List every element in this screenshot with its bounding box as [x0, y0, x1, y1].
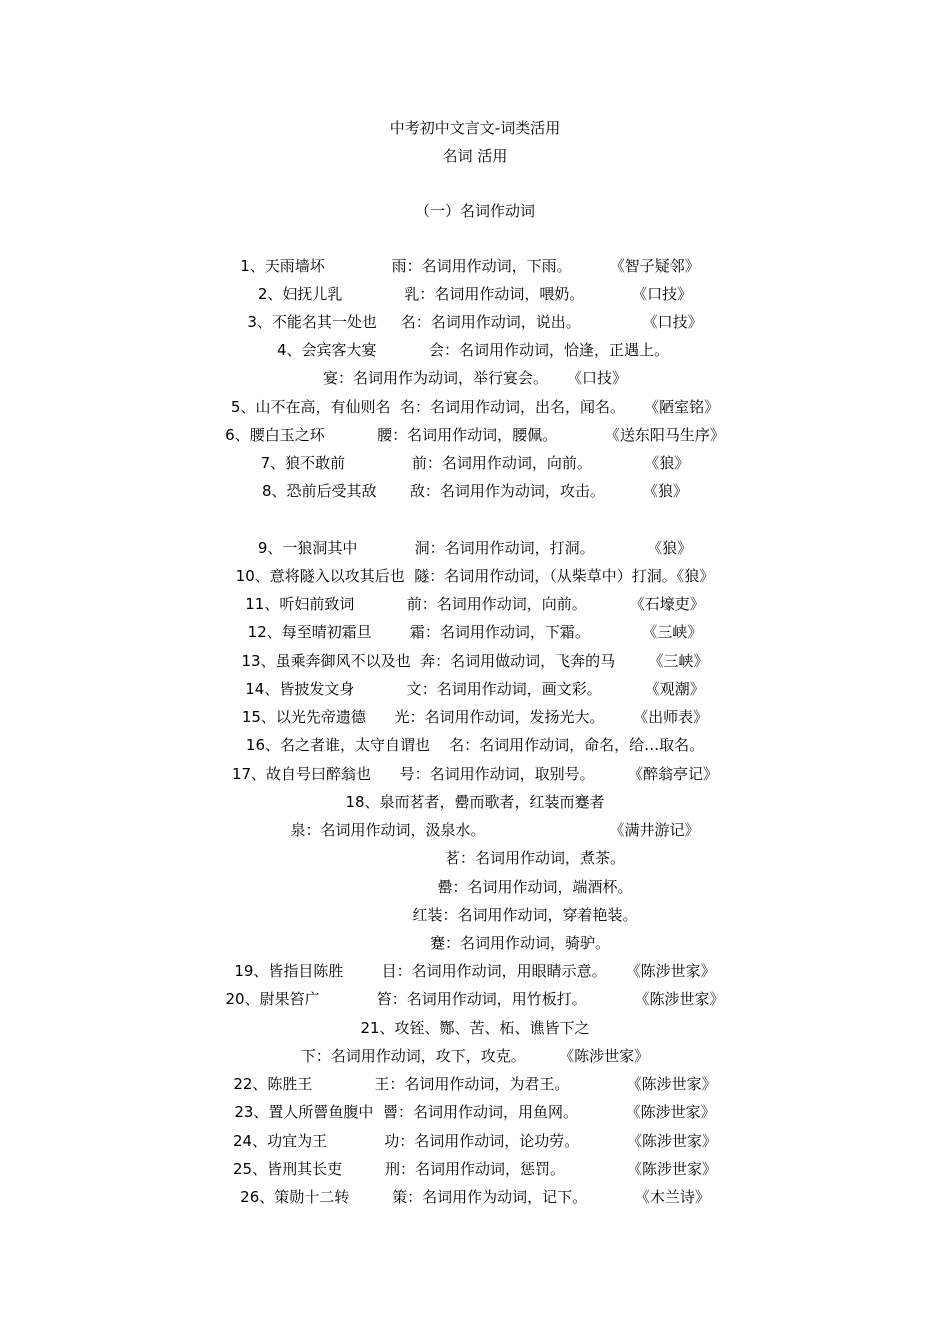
example-line: 4、会宾客大宴 会：名词用作动词，恰逢，正遇上。 — [277, 341, 669, 359]
example-line: 10、意将隧入以攻其后也 隧：名词用作动词，（从柴草中）打洞。《狼》 — [235, 567, 715, 585]
example-line: 下：名词用作动词，攻下，攻克。 《陈涉世家》 — [300, 1047, 650, 1065]
example-line: 茗：名词用作动词，煮茶。 — [444, 849, 625, 867]
example-line: 红装：名词用作动词，穿着艳装。 — [412, 906, 638, 924]
example-line: 16、名之者谁，太守自谓也 名：名词用作动词，命名，给…取名。 — [245, 736, 705, 754]
example-line: 15、以光先帝遗德 光：名词用作动词，发扬光大。 《出师表》 — [241, 708, 709, 726]
example-line: 26、策勋十二转 策：名词用作为动词，记下。 《木兰诗》 — [240, 1188, 710, 1206]
example-line: 24、功宜为王 功：名词用作动词，论功劳。 《陈涉世家》 — [233, 1132, 717, 1150]
example-line: 3、不能名其一处也 名：名词用作动词，说出。 《口技》 — [247, 313, 703, 331]
example-line: 23、置人所罾鱼腹中 罾：名词用作动词，用鱼网。 《陈涉世家》 — [234, 1103, 716, 1121]
example-line: 11、听妇前致词 前：名词用作动词，向前。 《石壕吏》 — [245, 595, 705, 613]
example-line: 19、皆指目陈胜 目：名词用作动词，用眼睛示意。 《陈涉世家》 — [234, 962, 716, 980]
example-line: 12、每至晴初霜旦 霜：名词用作动词，下霜。 《三峡》 — [247, 623, 703, 641]
example-line: 泉：名词用作动词，汲泉水。 《满井游记》 — [290, 821, 700, 839]
example-line: 1、天雨墙坏 雨：名词用作动词，下雨。 《智子疑邻》 — [240, 257, 700, 275]
example-line: 2、妇抚儿乳 乳：名词用作动词，喂奶。 《口技》 — [257, 285, 693, 303]
example-line: 13、虽乘奔御风不以及也 奔：名词用做动词，飞奔的马 《三峡》 — [241, 652, 709, 670]
example-line: 17、故自号曰醉翁也 号：名词用作动词，取别号。 《醉翁亭记》 — [231, 765, 719, 783]
example-line: 蹇：名词用作动词，骑驴。 — [429, 934, 610, 952]
example-line: 14、皆披发文身 文：名词用作动词，画文彩。 《观潮》 — [245, 680, 705, 698]
example-line: 20、尉果笞广 笞：名词用作动词，用竹板打。 《陈涉世家》 — [225, 990, 725, 1008]
example-line: 21、攻铚、酂、苦、柘、谯皆下之 — [360, 1019, 590, 1037]
example-line: 9、一狼洞其中 洞：名词用作动词，打洞。 《狼》 — [257, 539, 693, 557]
example-line: 罍：名词用作动词，端酒杯。 — [437, 878, 633, 896]
example-line: 7、狼不敢前 前：名词用作动词，向前。 《狼》 — [260, 454, 690, 472]
example-line: 5、山不在高，有仙则名 名：名词用作动词，出名，闻名。 《陋室铭》 — [230, 398, 720, 416]
example-line: 22、陈胜王 王：名词用作动词，为君王。 《陈涉世家》 — [233, 1075, 717, 1093]
page-title: 中考初中文言文-词类活用 — [389, 119, 561, 137]
example-line: 6、腰白玉之环 腰：名词用作动词，腰佩。 《送东阳马生序》 — [225, 426, 725, 444]
example-line: 18、泉而茗者，罍而歌者，红装而蹇者 — [345, 793, 605, 811]
example-line: 8、恐前后受其敌 敌：名词用作为动词，攻击。 《狼》 — [261, 482, 689, 500]
example-line: 宴：名词用作为动词，举行宴会。 《口技》 — [322, 369, 628, 387]
page-subtitle: 名词 活用 — [442, 147, 508, 165]
section-heading: （一）名词作动词 — [414, 202, 535, 220]
example-line: 25、皆刑其长吏 刑：名词用作动词，惩罚。 《陈涉世家》 — [233, 1160, 717, 1178]
